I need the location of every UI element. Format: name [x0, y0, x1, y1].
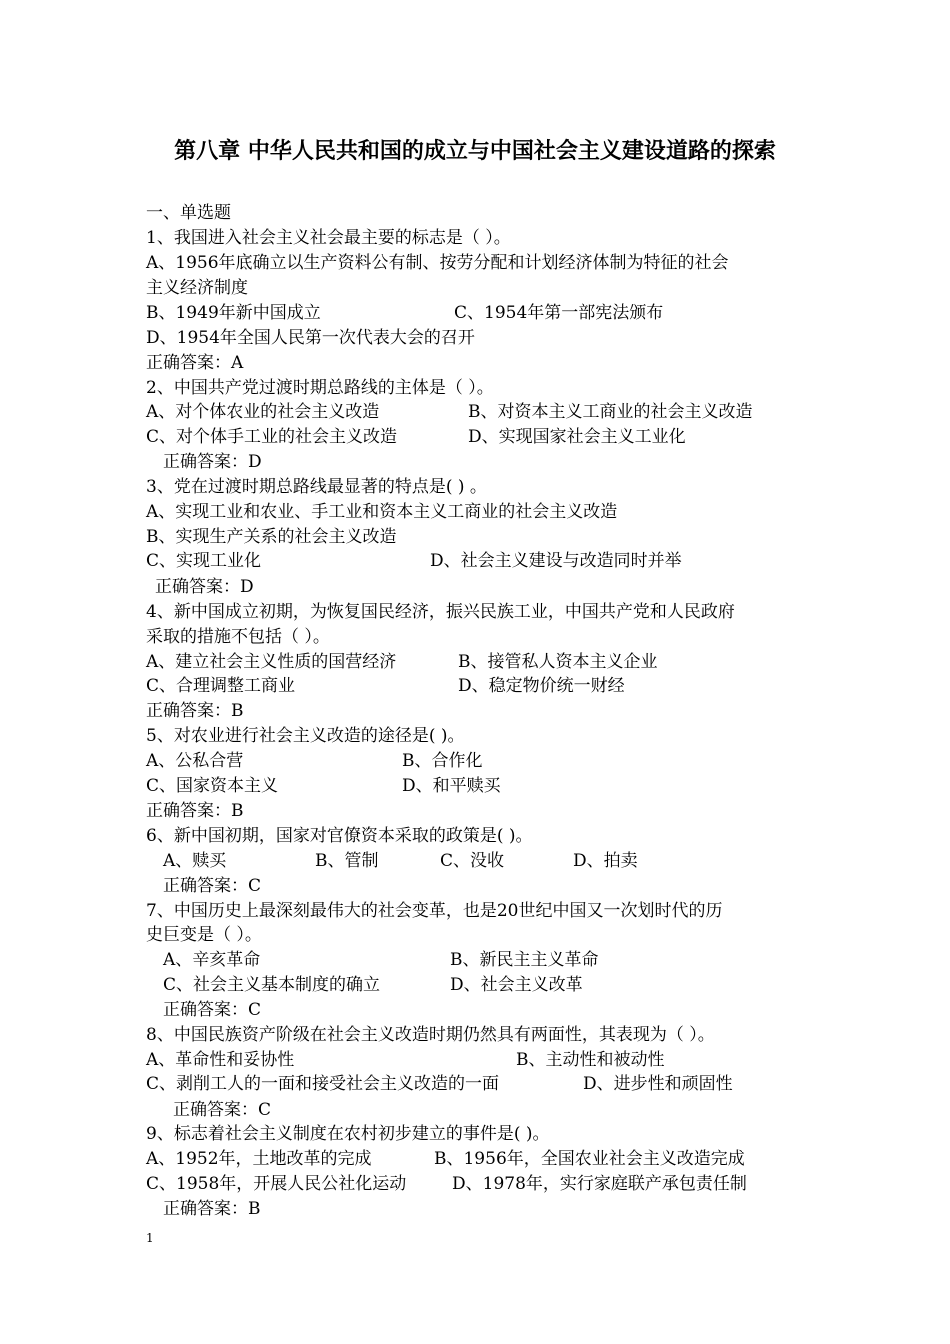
question-3-option-a: A、实现工业和农业、手工业和资本主义工商业的社会主义改造 [146, 502, 618, 522]
question-6-option-b: B、管制 [315, 851, 379, 871]
question-6-option-c: C、没收 [440, 851, 505, 871]
question-3-answer: 正确答案：D [155, 577, 254, 597]
question-7-stem: 7、中国历史上最深刻最伟大的社会变革，也是20世纪中国又一次划时代的历 [146, 901, 723, 921]
question-3-option-c: C、实现工业化 [146, 551, 262, 571]
question-7-option-d: D、社会主义改革 [450, 975, 583, 995]
question-3-option-b: B、实现生产关系的社会主义改造 [146, 527, 397, 547]
question-8-option-a: A、革命性和妥协性 [146, 1050, 295, 1070]
page-number: 1 [146, 1231, 154, 1245]
question-7-stem-cont: 史巨变是（ ）。 [146, 925, 262, 945]
question-4-option-b: B、接管私人资本主义企业 [458, 652, 658, 672]
question-3-option-d: D、社会主义建设与改造同时并举 [430, 551, 682, 571]
page-title: 第八章 中华人民共和国的成立与中国社会主义建设道路的探索 [174, 139, 776, 164]
question-6-stem: 6、新中国初期，国家对官僚资本采取的政策是( )。 [146, 826, 533, 846]
question-8-stem: 8、中国民族资产阶级在社会主义改造时期仍然具有两面性，其表现为（ ）。 [146, 1025, 715, 1045]
question-2-option-d: D、实现国家社会主义工业化 [468, 427, 686, 447]
question-3-stem: 3、党在过渡时期总路线最显著的特点是( ) 。 [146, 477, 487, 497]
question-4-answer: 正确答案：B [146, 701, 244, 721]
question-2-option-b: B、对资本主义工商业的社会主义改造 [468, 402, 753, 422]
question-8-answer: 正确答案：C [173, 1100, 272, 1120]
question-7-option-c: C、社会主义基本制度的确立 [163, 975, 381, 995]
question-8-option-d: D、进步性和顽固性 [583, 1074, 733, 1094]
question-9-option-b: B、1956年，全国农业社会主义改造完成 [434, 1149, 745, 1169]
question-1-option-c: C、1954年第一部宪法颁布 [454, 303, 664, 323]
question-9-option-c: C、1958年，开展人民公社化运动 [146, 1174, 407, 1194]
question-1-option-b: B、1949年新中国成立 [146, 303, 321, 323]
question-2-stem: 2、中国共产党过渡时期总路线的主体是（ ）。 [146, 378, 494, 398]
question-4-option-c: C、合理调整工商业 [146, 676, 296, 696]
question-2-option-a: A、对个体农业的社会主义改造 [146, 402, 380, 422]
question-6-answer: 正确答案：C [163, 876, 262, 896]
question-9-option-d: D、1978年，实行家庭联产承包责任制 [452, 1174, 747, 1194]
question-8-option-c: C、剥削工人的一面和接受社会主义改造的一面 [146, 1074, 500, 1094]
question-1-stem: 1、我国进入社会主义社会最主要的标志是（ ）。 [146, 228, 511, 248]
question-5-stem: 5、对农业进行社会主义改造的途径是( )。 [146, 726, 465, 746]
question-4-stem-cont: 采取的措施不包括（ ）。 [146, 627, 330, 647]
question-9-stem: 9、标志着社会主义制度在农村初步建立的事件是( )。 [146, 1124, 550, 1144]
question-5-option-c: C、国家资本主义 [146, 776, 279, 796]
question-8-option-b: B、主动性和被动性 [516, 1050, 665, 1070]
question-1-option-a: A、1956年底确立以生产资料公有制、按劳分配和计划经济体制为特征的社会 [146, 253, 729, 273]
question-5-option-a: A、公私合营 [146, 751, 244, 771]
section-heading: 一、单选题 [146, 203, 231, 223]
question-5-option-b: B、合作化 [402, 751, 483, 771]
question-2-option-c: C、对个体手工业的社会主义改造 [146, 427, 398, 447]
question-9-answer: 正确答案：B [163, 1199, 261, 1219]
question-1-option-d: D、1954年全国人民第一次代表大会的召开 [146, 328, 475, 348]
question-6-option-a: A、赎买 [163, 851, 227, 871]
question-5-option-d: D、和平赎买 [402, 776, 501, 796]
question-4-option-d: D、稳定物价统一财经 [458, 676, 625, 696]
question-7-answer: 正确答案：C [163, 1000, 262, 1020]
question-5-answer: 正确答案：B [146, 801, 244, 821]
question-2-answer: 正确答案：D [163, 452, 262, 472]
question-7-option-b: B、新民主主义革命 [450, 950, 599, 970]
question-1-answer: 正确答案：A [146, 353, 244, 373]
question-7-option-a: A、辛亥革命 [163, 950, 261, 970]
question-9-option-a: A、1952年，土地改革的完成 [146, 1149, 372, 1169]
question-4-stem: 4、新中国成立初期，为恢复国民经济，振兴民族工业，中国共产党和人民政府 [146, 602, 735, 622]
question-4-option-a: A、建立社会主义性质的国营经济 [146, 652, 397, 672]
question-6-option-d: D、拍卖 [573, 851, 638, 871]
question-1-option-a-cont: 主义经济制度 [146, 278, 248, 298]
